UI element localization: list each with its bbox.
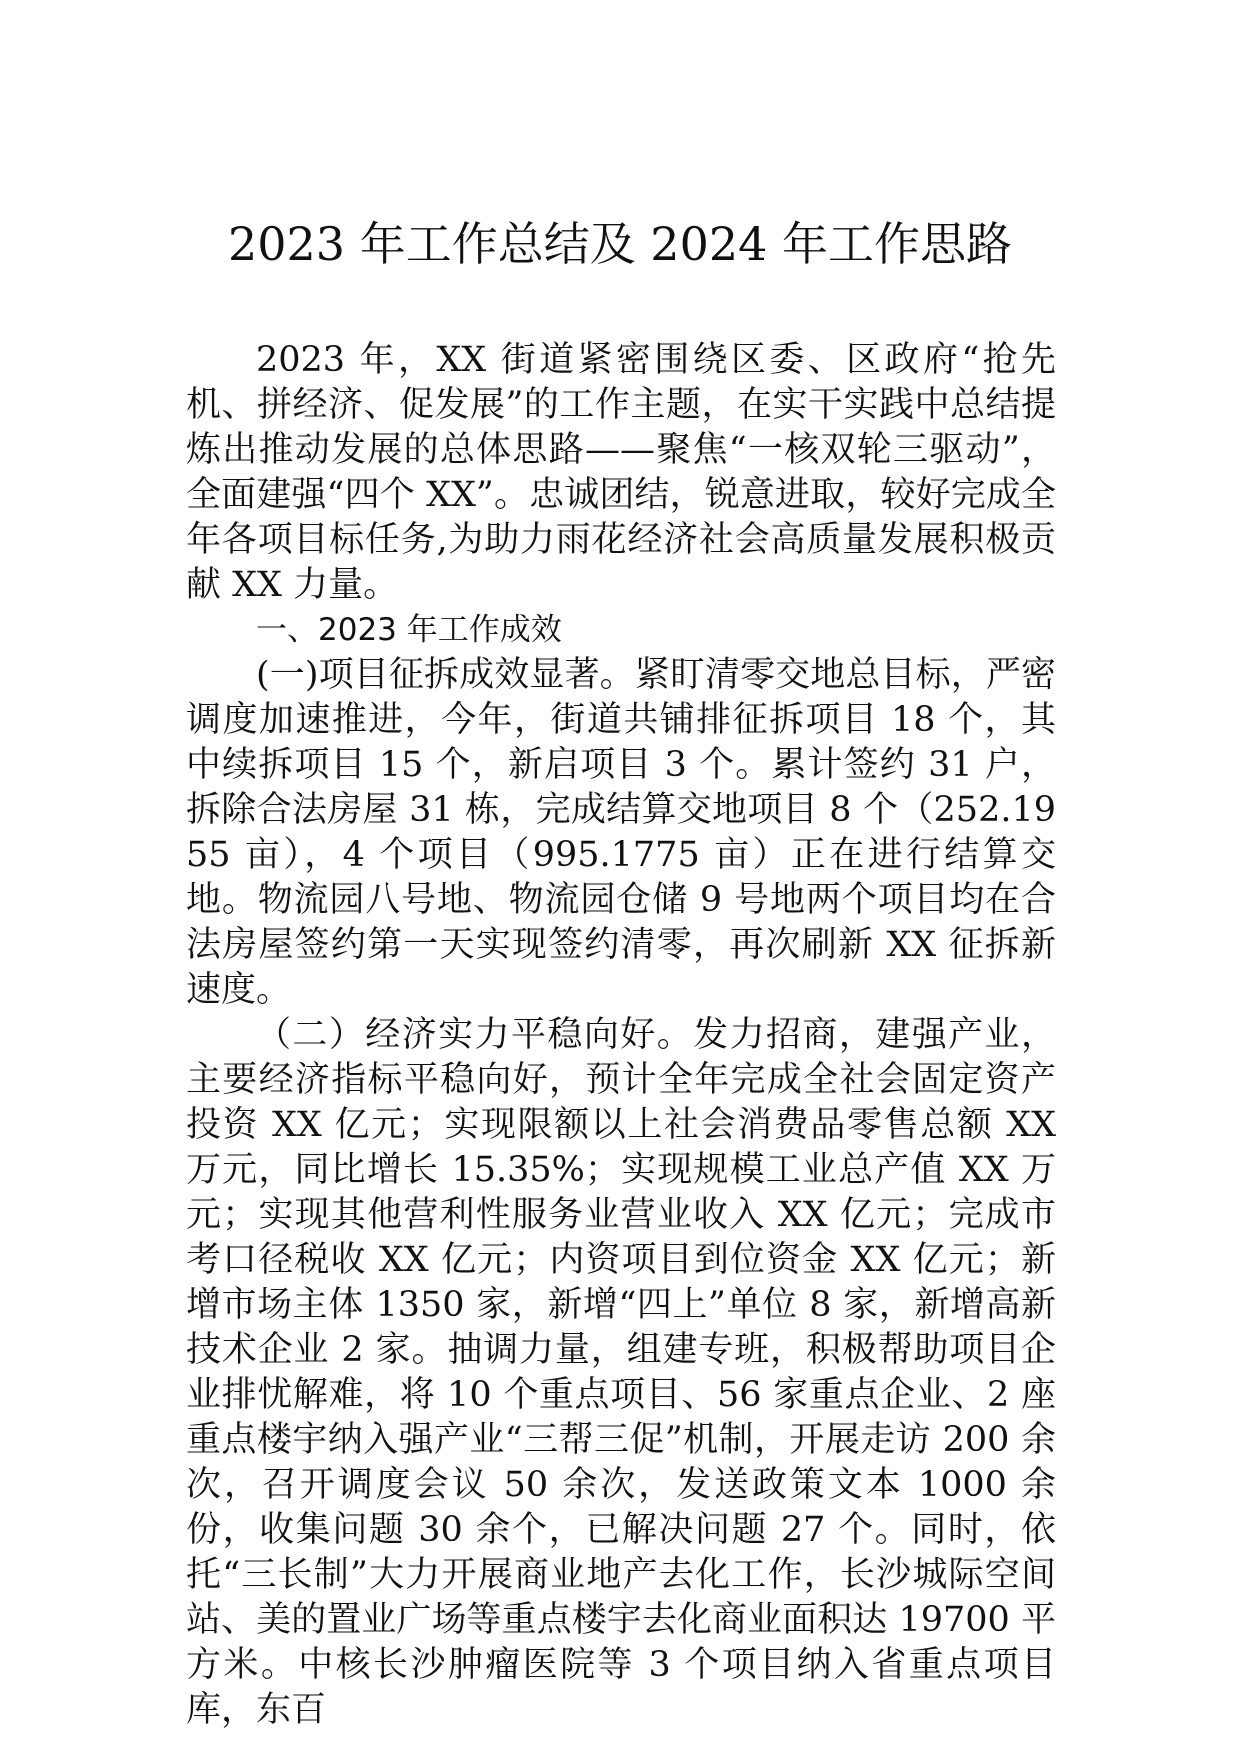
- document-title: 2023 年工作总结及 2024 年工作思路: [228, 217, 1012, 271]
- paragraph-project-demolition: (一)项目征拆成效显著。紧盯清零交地总目标，严密调度加速推进，今年，街道共铺排征拆项目 18 个，其中续拆项目 15 个，新启项目 3 个。累计签约 31 户，拆除合法房屋 31 栋，完成结算交地项目 8 个（252.1955 亩），4 个项目（995.1775 亩）正在进行结算交地。物流园八号地、物流园仓储 9 号地两个项目均在合法房屋签约第一天实现签约清零，再次刷新 XX 征拆新速度。: [186, 655, 1056, 1010]
- intro-paragraph: 2023 年，XX 街道紧密围绕区委、区政府“抢先机、拼经济、促发展”的工作主题，在实干实践中总结提炼出推动发展的总体思路——聚焦“一核双轮三驱动”，全面建强“四个 XX”。忠诚团结，锐意进取，较好完成全年各项目标任务,为助力雨花经济社会高质量发展积极贡献 XX 力量。: [186, 340, 1056, 605]
- section-heading: 一、2023 年工作成效: [256, 612, 562, 648]
- paragraph-economic-strength: （二）经济实力平稳向好。发力招商，建强产业，主要经济指标平稳向好，预计全年完成全社会固定资产投资 XX 亿元；实现限额以上社会消费品零售总额 XX 万元，同比增长 15.35%；实现规模工业总产值 XX 万元；实现其他营利性服务业营业收入 XX 亿元；完成市考口径税收 XX 亿元；内资项目到位资金 XX 亿元；新增市场主体 1350 家，新增“四上”单位 8 家，新增高新技术企业 2 家。抽调力量，组建专班，积极帮助项目企业排忧解难，将 10 个重点项目、56 家重点企业、2 座重点楼宇纳入强产业“三帮三促”机制，开展走访 200 余次，召开调度会议 50 余次，发送政策文本 1000 余份，收集问题 30 余个，已解决问题 27 个。同时，依托“三长制”大力开展商业地产去化工作，长沙城际空间站、美的置业广场等重点楼宇去化商业面积达 19700 平方米。中核长沙肿瘤医院等 3 个项目纳入省重点项目库，东百: [186, 1015, 1056, 1730]
- document-body: [186, 338, 1056, 1733]
